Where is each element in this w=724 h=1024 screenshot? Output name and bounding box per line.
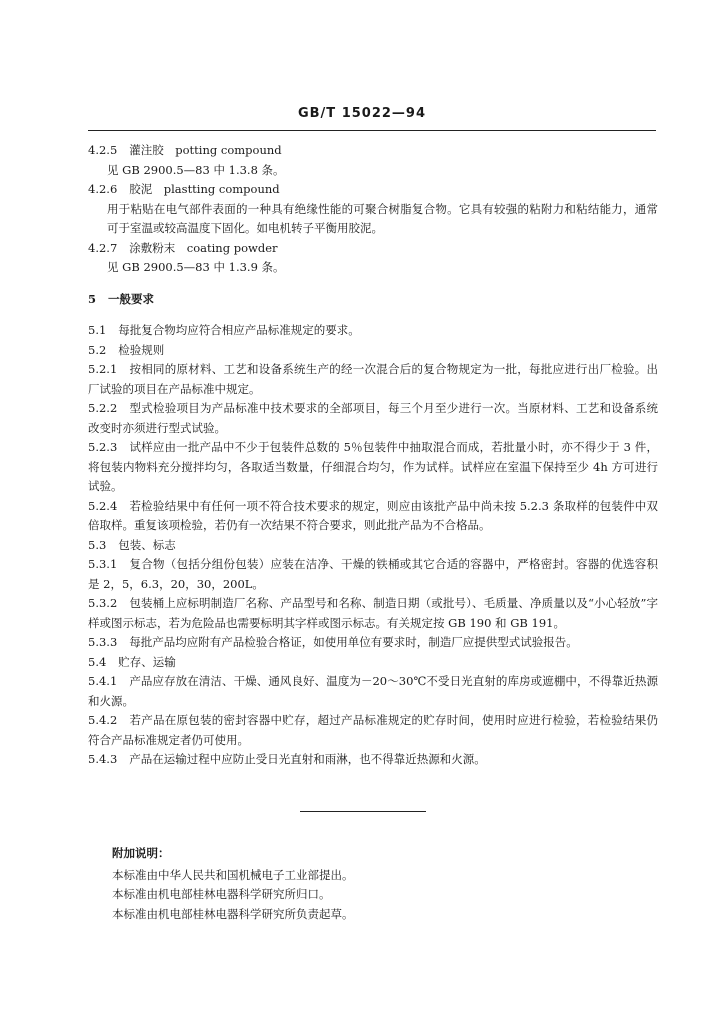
clause-body: 产品应存放在清洁、干燥、通风良好、温度为－20～30℃不受日光直射的库房或遮棚中，不得靠近热源和火源。: [88, 674, 658, 708]
clause-title: 涂敷粉末 coating powder: [129, 240, 278, 255]
clause-body: 若检验结果中有任何一项不符合技术要求的规定，则应由该批产品中尚未按 5.2.3 条取样的包装件中双倍取样。重复该项检验，若仍有一次结果不符合要求，则此批产品为不合格品。: [88, 498, 658, 532]
clause-4-2-6: [88, 180, 658, 200]
clause-number: 5.2.4: [88, 498, 118, 513]
clause-number: 5.3.2: [88, 596, 118, 610]
notes-line: 本标准由机电部桂林电器科学研究所负责起草。: [112, 906, 354, 921]
end-separator-rule: [300, 811, 426, 812]
clause-5-3: [88, 536, 658, 556]
clause-number: 5.4.3: [88, 752, 118, 766]
clause-5-3-3: [88, 633, 658, 653]
clause-body: 产品在运输过程中应防止受日光直射和雨淋，也不得靠近热源和火源。: [129, 752, 486, 766]
clause-5-4-2: [88, 711, 658, 750]
clause-number: 5.2.1: [88, 362, 118, 376]
clause-4-2-7-ref: 见 GB 2900.5—83 中 1.3.9 条。: [107, 260, 285, 274]
clause-5-4: [88, 653, 658, 673]
clause-4-2-7: [88, 239, 658, 259]
clause-number: 4.2.5: [88, 143, 118, 157]
clause-number: 5.3: [88, 537, 107, 552]
clause-5-3-1: [88, 555, 658, 594]
clause-title: 灌注胶 potting compound: [129, 143, 282, 157]
clause-number: 5.2.3: [88, 440, 118, 454]
clause-body: 每批产品均应附有产品检验合格证，如使用单位有要求时，制造厂应提供型式试验报告。: [129, 635, 578, 649]
clause-number: 5.2: [88, 342, 107, 357]
clause-title: 检验规则: [118, 342, 165, 357]
document-body: [88, 141, 658, 770]
section-title: 一般要求: [108, 291, 155, 306]
notes-line: 本标准由机电部桂林电器科学研究所归口。: [112, 887, 331, 901]
clause-body: 每批复合物均应符合相应产品标准规定的要求。: [118, 323, 360, 337]
clause-5-2-2: [88, 399, 658, 438]
section-number: 5: [88, 291, 97, 306]
clause-body: 型式检验项目为产品标准中技术要求的全部项目，每三个月至少进行一次。当原材料、工艺和设备系统改变时亦须进行型式试验。: [88, 401, 658, 435]
clause-number: 5.3.1: [88, 557, 118, 571]
clause-body: 按相同的原材料、工艺和设备系统生产的经一次混合后的复合物规定为一批，每批应进行出厂检验。出厂试验的项目在产品标准中规定。: [88, 362, 658, 396]
clause-body: 复合物（包括分组份包装）应装在洁净、干燥的铁桶或其它合适的容器中，严格密封。容器的优选容积是 2，5，6.3，20，30，200L。: [88, 557, 658, 591]
header-rule: [88, 130, 656, 131]
section-5-heading: [88, 290, 658, 310]
clause-4-2-6-body: 用于粘贴在电气部件表面的一种具有绝缘性能的可聚合树脂复合物。它具有较强的粘附力和粘结能力，通常可于室温或较高温度下固化。如电机转子平衡用胶泥。: [107, 201, 658, 235]
clause-4-2-5-ref: 见 GB 2900.5—83 中 1.3.8 条。: [107, 162, 285, 177]
clause-number: 5.4.2: [88, 713, 118, 727]
standard-number-header: GB/T 15022—94: [297, 106, 427, 121]
clause-number: 5.2.2: [88, 401, 118, 415]
clause-body: 包装桶上应标明制造厂名称、产品型号和名称、制造日期（或批号）、毛质量、净质量以及“小心轻放”字样或图示标志，若为危险品也需要标明其字样或图示标志。有关规定按 GB 190 和 GB 191。: [88, 596, 658, 630]
clause-5-4-1: [88, 672, 658, 711]
clause-number: 4.2.6: [88, 182, 118, 196]
clause-number: 4.2.7: [88, 240, 118, 255]
additional-notes: [112, 844, 632, 924]
clause-4-2-5: [88, 141, 658, 161]
clause-number: 5.3.3: [88, 635, 118, 649]
clause-number: 5.1: [88, 323, 107, 337]
clause-5-1: [88, 321, 658, 341]
clause-5-2-4: [88, 497, 658, 536]
clause-body: 试样应由一批产品中不少于包装件总数的 5％包装件中抽取混合而成，若批量小时，亦不得少于 3 件，将包装内物料充分搅拌均匀，各取适当数量，仔细混合均匀，作为试样。试样应在室温下保持至少 4h 方可进行试验。: [88, 440, 658, 493]
clause-title: 贮存、运输: [118, 654, 176, 669]
clause-body: 若产品在原包装的密封容器中贮存，超过产品标准规定的贮存时间，使用时应进行检验，若检验结果仍符合产品标准规定者仍可使用。: [88, 713, 658, 747]
notes-line: 本标准由中华人民共和国机械电子工业部提出。: [112, 867, 354, 882]
clause-title: 胶泥 plastting compound: [129, 182, 280, 196]
clause-5-2-3: [88, 438, 658, 497]
clause-5-2: [88, 341, 658, 361]
clause-title: 包装、标志: [118, 537, 176, 552]
notes-title: 附加说明：: [112, 846, 170, 860]
clause-number: 5.4: [88, 654, 107, 669]
clause-5-4-3: [88, 750, 658, 770]
clause-number: 5.4.1: [88, 674, 118, 688]
clause-5-3-2: [88, 594, 658, 633]
clause-5-2-1: [88, 360, 658, 399]
